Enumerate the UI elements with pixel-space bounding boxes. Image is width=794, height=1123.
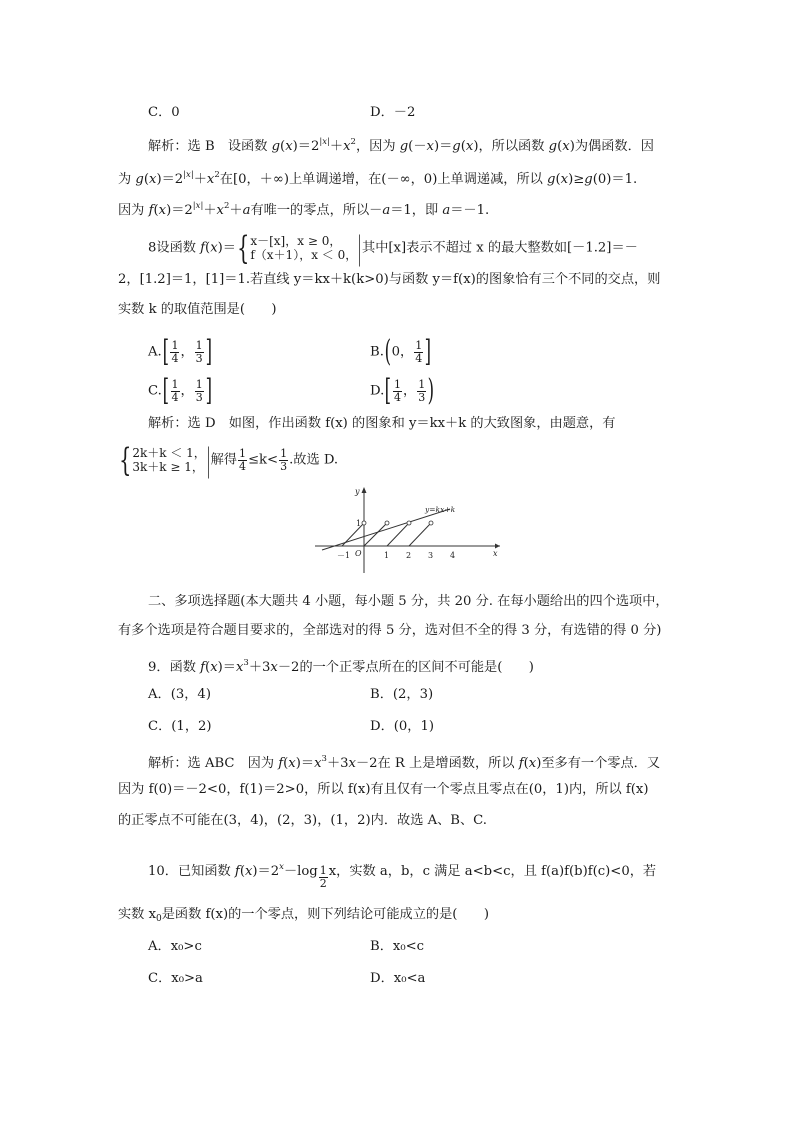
open-point [362, 521, 366, 525]
q10-stem-line2: 实数 $x_0$是函数 f(x)的一个零点，则下列结论可能成立的是( ) [118, 907, 489, 924]
q7-option-d: D．－2 [370, 105, 416, 120]
q9-option-c: C．(1，2) [148, 719, 212, 734]
q10-option-c: C．x₀>a [148, 971, 203, 986]
q8-option-a: A.[ $\frac{1}{4}$ ， $\frac{1}{3}$ ] [148, 334, 212, 369]
line-label: y=kx+k [425, 505, 456, 514]
segment-3 [387, 523, 409, 546]
section2-line1: 二、多项选择题(本大题共 4 小题，每小题 5 分，共 20 分. 在每小题给出的四个选项中， [148, 594, 669, 609]
q9-stem: 9．函数 $f(x)=x^3+3x-2$的一个正零点所在的区间不可能是( ) [148, 658, 534, 675]
segment-2 [364, 523, 387, 546]
open-point [407, 521, 411, 525]
q8-option-b: B.(0， $\frac{1}{4}$ ] [370, 334, 432, 369]
open-point [385, 521, 389, 525]
origin-label: O [355, 549, 362, 558]
q10-option-b: B．x₀<c [370, 939, 425, 954]
q8-option-c: C.[ $\frac{1}{4}$ ， $\frac{1}{3}$ ] [148, 373, 212, 408]
q8-solution-line1: 解析：选 D 如图，作出函数 f(x) 的图象和 y＝kx＋k 的大致图象，由题意，有 [148, 416, 616, 431]
line-kx-plus-k [322, 509, 450, 550]
x-tick: －1 [337, 551, 351, 560]
q8-stem-line2: 2，[1.2]＝1，[1]＝1.若直线 y＝kx＋k(k>0)与函数 y＝f(x)的图象恰有三个不同的交点，则 [118, 272, 661, 287]
q8-piecewise: x－[x]，x ≥ 0， f（x＋1），x ＜ 0， [250, 234, 358, 262]
q9-option-b: B．(2，3) [370, 687, 434, 702]
q8-option-d: D.[ $\frac{1}{4}$ ， $\frac{1}{3}$ ) [370, 373, 435, 408]
q9-option-d: D．(0，1) [370, 719, 435, 734]
q10-stem-line1: 10．已知函数 $f(x)=2^x-\log$ $\frac{1}{2}$ x，实数 a，b，c 满足 a<b<c，且 f(a)f(b)f(c)<0，若 [148, 862, 657, 890]
q9-solution-line3: 的正零点不可能在(3，4)，(2，3)，(1，2)内．故选 A、B、C. [118, 813, 487, 828]
q9-option-a: A．(3，4) [148, 687, 211, 702]
x-axis-label: x [493, 549, 498, 558]
q10-option-d: D．x₀<a [370, 971, 426, 986]
x-tick: 1 [384, 551, 390, 560]
y-tick-1: 1 [356, 519, 362, 528]
y-axis-arrow [362, 487, 367, 493]
y-axis-label: y [355, 487, 360, 496]
function-graph [310, 483, 505, 578]
q9-solution-line2: 因为 f(0)＝－2<0，f(1)＝2>0，所以 f(x)有且仅有一个零点且零点在(0，1)内，所以 f(x) [118, 782, 649, 797]
q8-stem-line3: 实数 k 的取值范围是( ) [118, 302, 277, 317]
segment-4 [409, 523, 431, 546]
x-axis-arrow [495, 544, 500, 549]
x-tick: 4 [450, 551, 456, 560]
q7-solution-line1: 解析：选 B 设函数 $g(x)=2^{|x|}+x^2$，因为 g(－x)＝g(x)，所以函数 g(x)为偶函数．因 [148, 137, 654, 154]
q8-stem-line1: 8设函数 f(x)＝{ x－[x]，x ≥ 0， f（x＋1），x ＜ 0， |其中[x]表示不超过 x 的最大整数如[－1.2]＝－ [148, 229, 638, 267]
q8-solution-line2: { 2k＋k ＜ 1， 3k＋k ≥ 1， |解得 $\frac{1}{4}$ ≤k< $\frac{1}{3}$ .故选 D. [119, 441, 339, 479]
open-point [429, 521, 433, 525]
x-tick: 3 [428, 551, 434, 560]
x-tick: 2 [406, 551, 412, 560]
section2-line2: 有多个选项是符合题目要求的，全部选对的得 5 分，选对但不全的得 3 分，有选错的得 0 分) [118, 623, 662, 638]
q7-solution-line3: 因为 $f(x)=2^{|x|}+x^2+a$有唯一的零点，所以－a＝1，即 a＝－1. [118, 201, 490, 218]
q10-option-a: A．x₀>c [148, 939, 202, 954]
q7-solution-line2: 为 $g(x)=2^{|x|}+x^2$在[0，＋∞)上单调递增，在(－∞，0)上单调递减，所以 g(x)≥g(0)＝1. [118, 170, 638, 187]
q7-option-c: C．0 [148, 105, 180, 120]
q9-solution-line1: 解析：选 ABC 因为 $f(x)=x^3+3x-2$在 R 上是增函数，所以 f(x)至多有一个零点．又 [148, 754, 661, 771]
